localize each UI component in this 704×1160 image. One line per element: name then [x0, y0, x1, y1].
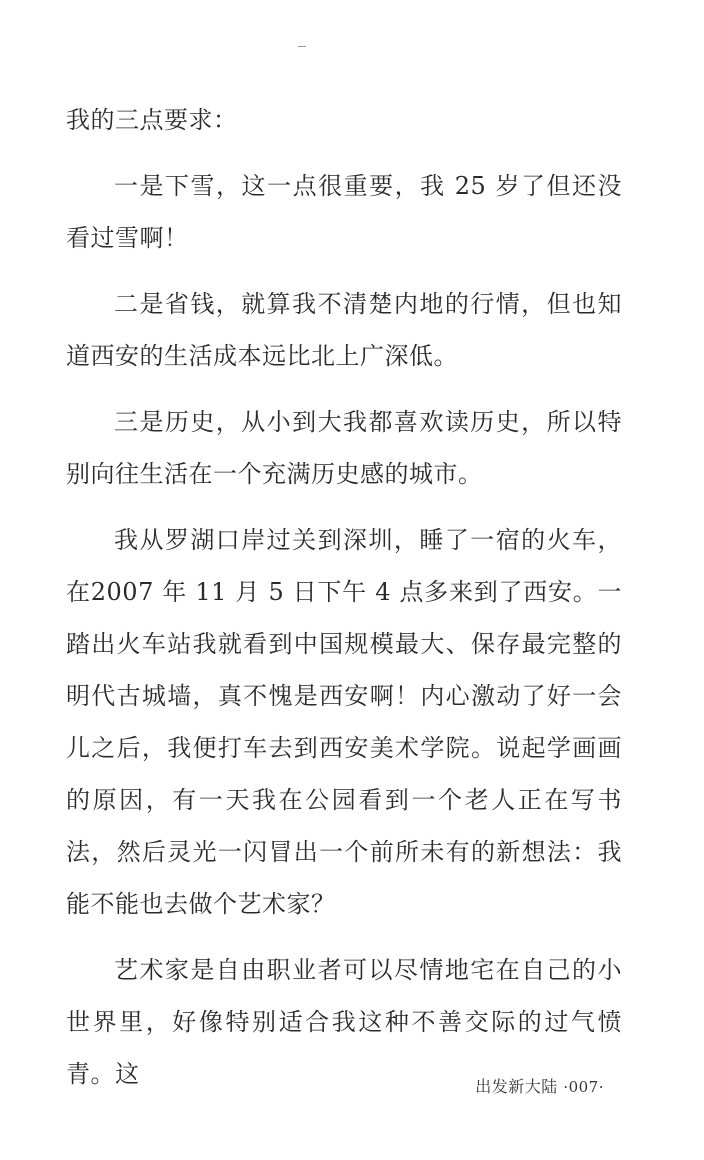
footer-section-title: 出发新大陆 [475, 1077, 558, 1096]
paragraph-requirement-1: 一是下雪，这一点很重要，我 25 岁了但还没看过雪啊！ [66, 172, 622, 252]
paragraph-intro: 我的三点要求： [66, 106, 238, 134]
paragraph-artist: 艺术家是自由职业者可以尽情地宅在自己的小世界里，好像特别适合我这种不善交际的过气愤青。这 [66, 956, 622, 1088]
body-text [66, 94, 622, 1114]
footer-page-number: ·007· [563, 1078, 604, 1096]
paragraph-requirement-2: 二是省钱，就算我不清楚内地的行情，但也知道西安的生活成本远比北上广深低。 [66, 290, 622, 370]
page-footer [475, 1074, 604, 1097]
paragraph-arrival: 我从罗湖口岸过关到深圳，睡了一宿的火车，在2007 年 11 月 5 日下午 4 点多来到了西安。一踏出火车站我就看到中国规模最大、保存最完整的明代古城墙，真不愧是西安啊！内心激动了好一会儿之后，我便打车去到西安美术学院。说起学画画的原因，有一天我在公园看到一个老人正在写书法，然后灵光一闪冒出一个前所未有的新想法：我能不能也去做个艺术家？ [66, 526, 622, 918]
header-mark [298, 46, 306, 47]
paragraph-requirement-3: 三是历史，从小到大我都喜欢读历史，所以特别向往生活在一个充满历史感的城市。 [66, 408, 622, 488]
